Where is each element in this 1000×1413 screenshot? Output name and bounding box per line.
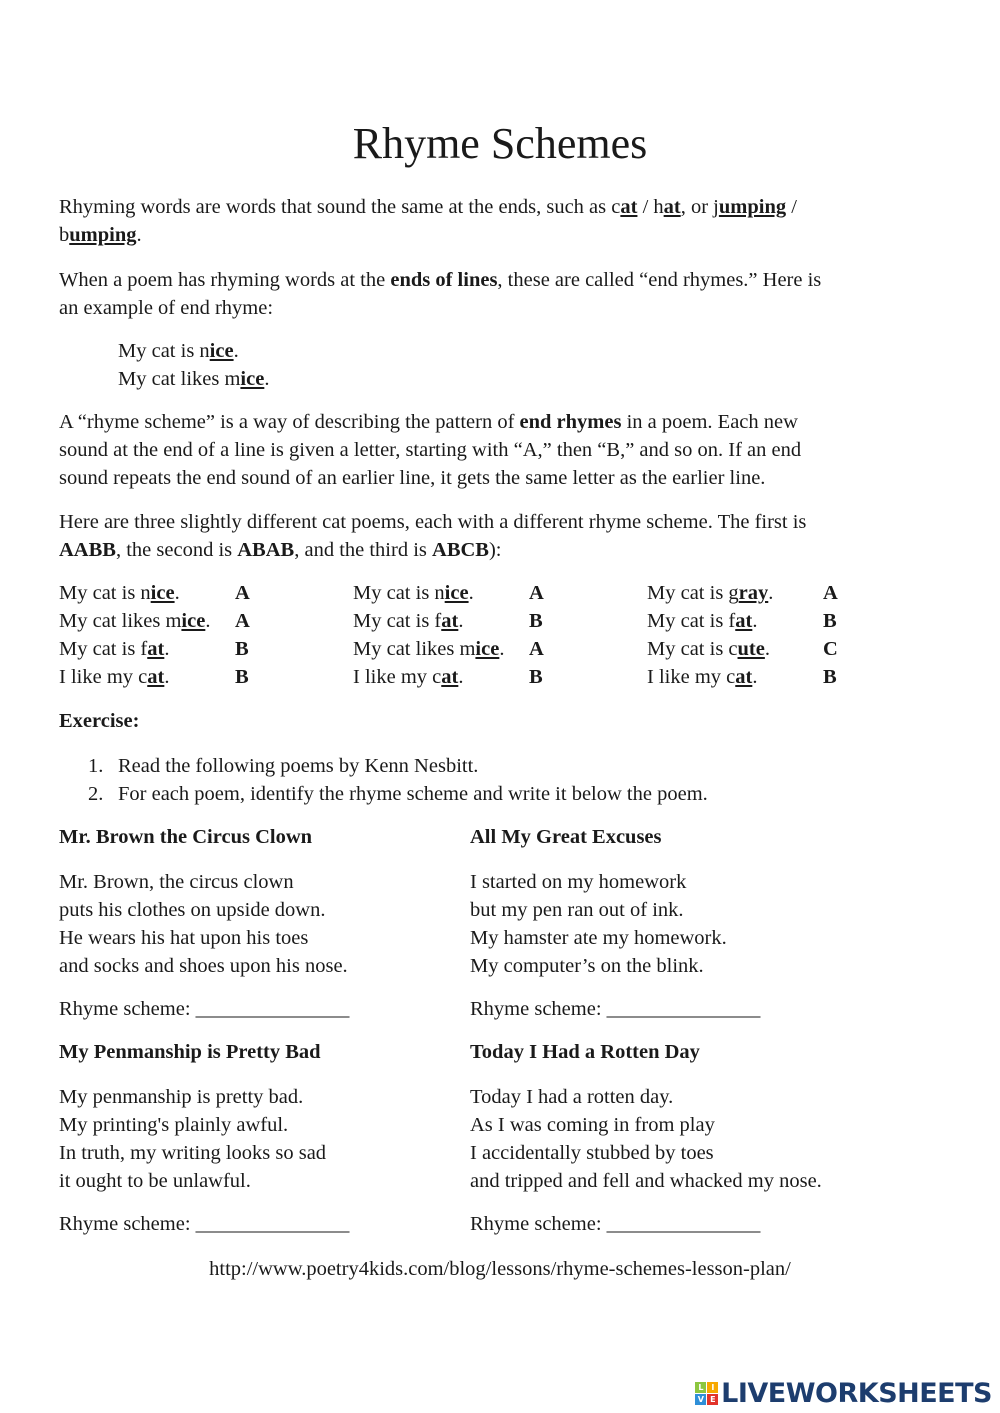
liveworksheets-logo (695, 1378, 992, 1409)
text-segment: . (233, 340, 239, 362)
text-segment: My cat is n (353, 582, 445, 604)
text-segment: . (458, 610, 464, 632)
text-segment: / h (637, 196, 664, 218)
rhyme-scheme-answer-field[interactable]: Rhyme scheme: _______________ (470, 1213, 761, 1235)
text-segment: an example of end rhyme: (59, 297, 274, 319)
text-segment: My cat is n (59, 582, 151, 604)
text-segment: . (164, 666, 170, 688)
poem-line: He wears his hat upon his toes (59, 927, 309, 949)
poem-line: and tripped and fell and whacked my nose. (470, 1170, 822, 1192)
rhyme-highlight: at (147, 666, 165, 688)
cat-poem-line (59, 579, 180, 607)
rhyme-highlight: ABCB (432, 539, 489, 561)
text-segment: My cat likes m (59, 610, 182, 632)
text-segment: . (164, 638, 170, 660)
rhyme-letter: B (823, 610, 837, 632)
rhyme-highlight: at (663, 196, 681, 218)
text-segment: . (264, 368, 270, 390)
text-segment: . (752, 666, 758, 688)
rhyme-scheme-answer-field[interactable]: Rhyme scheme: _______________ (59, 1213, 350, 1235)
cat-poem-line (647, 579, 773, 607)
text-segment: Here are three slightly different cat poems, each with a different rhyme scheme. The first is (59, 511, 807, 533)
text-segment: I like my c (353, 666, 442, 688)
poem-title: My Penmanship is Pretty Bad (59, 1041, 321, 1063)
poem-line: My penmanship is pretty bad. (59, 1086, 304, 1108)
text-segment: I like my c (647, 666, 736, 688)
rhyme-highlight: ice (444, 582, 469, 604)
rhyme-highlight: ends of lines (390, 269, 498, 291)
poem-line: Mr. Brown, the circus clown (59, 871, 294, 893)
text-segment: . (752, 610, 758, 632)
end-rhyme-line (59, 266, 821, 294)
rhyme-letter: A (823, 582, 838, 604)
rhyme-highlight: ice (240, 368, 265, 390)
rhyme-highlight: at (441, 610, 459, 632)
poem-title: Mr. Brown the Circus Clown (59, 826, 313, 848)
rhyme-highlight: at (735, 610, 753, 632)
text-segment: . (499, 638, 505, 660)
poem-line: In truth, my writing looks so sad (59, 1142, 327, 1164)
poem-line: I accidentally stubbed by toes (470, 1142, 714, 1164)
rhyme-highlight: AABB (59, 539, 116, 561)
source-url[interactable]: http://www.poetry4kids.com/blog/lessons/rhyme-schemes-lesson-plan/ (209, 1258, 791, 1280)
intro-line (59, 193, 797, 221)
cat-poem-line (647, 663, 757, 691)
text-segment: ): (488, 539, 502, 561)
cat-poem-line (353, 607, 463, 635)
text-segment: My cat is c (647, 638, 738, 660)
text-segment: I like my c (59, 666, 148, 688)
cat-poem-line (647, 607, 757, 635)
text-segment: . (468, 582, 474, 604)
rhyme-highlight: end rhymes (519, 411, 622, 433)
poem-line: My computer’s on the blink. (470, 955, 704, 977)
rhyme-highlight: ray (738, 582, 769, 604)
poem-line: and socks and shoes upon his nose. (59, 955, 348, 977)
rhyme-letter: B (235, 666, 249, 688)
rhyme-letter: B (235, 638, 249, 660)
scheme-def-line (59, 464, 765, 492)
exercise-heading: Exercise: (59, 710, 140, 732)
step-text: Read the following poems by Kenn Nesbitt. (118, 755, 479, 777)
example-line (118, 365, 269, 393)
rhyme-highlight: ute (737, 638, 765, 660)
text-segment: sound at the end of a line is given a letter, starting with “A,” then “B,” and so on. If an end (59, 439, 802, 461)
logo-badge-letter: V (695, 1394, 706, 1405)
rhyme-letter: B (823, 666, 837, 688)
rhyme-highlight: ABAB (237, 539, 295, 561)
text-segment: , these are called “end rhymes.” Here is (497, 269, 822, 291)
poem-line: it ought to be unlawful. (59, 1170, 251, 1192)
text-segment: My cat is g (647, 582, 739, 604)
text-segment: My cat is f (647, 610, 736, 632)
text-segment: My cat likes m (118, 368, 241, 390)
text-segment: My cat is n (118, 340, 210, 362)
cat-poem-line (353, 635, 504, 663)
cat-poem-line (647, 635, 770, 663)
rhyme-highlight: ice (150, 582, 175, 604)
step-number: 2. (88, 783, 104, 805)
poem-line: Today I had a rotten day. (470, 1086, 674, 1108)
poem-line: As I was coming in from play (470, 1114, 715, 1136)
logo-badge-letter: L (695, 1382, 706, 1393)
logo-badge-letter: E (707, 1394, 718, 1405)
text-segment: . (205, 610, 211, 632)
rhyme-letter: B (529, 610, 543, 632)
rhyme-letter: B (529, 666, 543, 688)
text-segment: . (768, 582, 774, 604)
poem-line: I started on my homework (470, 871, 687, 893)
rhyme-letter: C (823, 638, 838, 660)
rhyme-letter: A (235, 610, 250, 632)
text-segment: b (59, 224, 70, 246)
text-segment: When a poem has rhyming words at the (59, 269, 391, 291)
example-line (118, 337, 239, 365)
poem-line: puts his clothes on upside down. (59, 899, 326, 921)
text-segment: My cat likes m (353, 638, 476, 660)
logo-text: LIVEWORKSHEETS (721, 1378, 992, 1409)
rhyme-scheme-answer-field[interactable]: Rhyme scheme: _______________ (470, 998, 761, 1020)
text-segment: . (458, 666, 464, 688)
rhyme-letter: A (529, 638, 544, 660)
intro-line (59, 221, 142, 249)
poem-title: All My Great Excuses (470, 826, 662, 848)
text-segment: in a poem. Each new (621, 411, 798, 433)
text-segment: / (786, 196, 797, 218)
cat-poem-line (353, 579, 474, 607)
text-segment: , and the third is (294, 539, 433, 561)
rhyme-highlight: ice (181, 610, 206, 632)
rhyme-highlight: at (735, 666, 753, 688)
page-title: Rhyme Schemes (352, 119, 648, 168)
text-segment: sound repeats the end sound of an earlier line, it gets the same letter as the earlier line. (59, 467, 766, 489)
end-rhyme-line (59, 294, 273, 322)
rhyme-scheme-answer-field[interactable]: Rhyme scheme: _______________ (59, 998, 350, 1020)
text-segment: My cat is f (59, 638, 148, 660)
step-number: 1. (88, 755, 104, 777)
poem-line: My hamster ate my homework. (470, 927, 727, 949)
scheme-def-line (59, 436, 801, 464)
rhyme-highlight: at (147, 638, 165, 660)
cat-poem-line (59, 607, 210, 635)
text-segment: . (174, 582, 180, 604)
rhyme-letter: A (529, 582, 544, 604)
three-poems-line (59, 508, 806, 536)
step-text: For each poem, identify the rhyme scheme and write it below the poem. (118, 783, 708, 805)
cat-poem-line (59, 663, 169, 691)
text-segment: . (764, 638, 770, 660)
poem-title: Today I Had a Rotten Day (470, 1041, 700, 1063)
scheme-def-line (59, 408, 798, 436)
text-segment: , the second is (115, 539, 238, 561)
text-segment: My cat is f (353, 610, 442, 632)
rhyme-highlight: ice (209, 340, 234, 362)
text-segment: , or j (680, 196, 719, 218)
text-segment: . (136, 224, 142, 246)
logo-badge-icon (695, 1382, 718, 1405)
rhyme-highlight: at (441, 666, 459, 688)
rhyme-highlight: at (620, 196, 638, 218)
logo-badge-letter: I (707, 1382, 718, 1393)
three-poems-line (59, 536, 502, 564)
text-segment: Rhyming words are words that sound the same at the ends, such as c (59, 196, 621, 218)
poem-line: but my pen ran out of ink. (470, 899, 684, 921)
cat-poem-line (59, 635, 169, 663)
rhyme-highlight: ice (475, 638, 500, 660)
cat-poem-line (353, 663, 463, 691)
rhyme-highlight: umping (69, 224, 137, 246)
poem-line: My printing's plainly awful. (59, 1114, 289, 1136)
text-segment: A “rhyme scheme” is a way of describing the pattern of (59, 411, 520, 433)
rhyme-letter: A (235, 582, 250, 604)
rhyme-highlight: umping (718, 196, 787, 218)
